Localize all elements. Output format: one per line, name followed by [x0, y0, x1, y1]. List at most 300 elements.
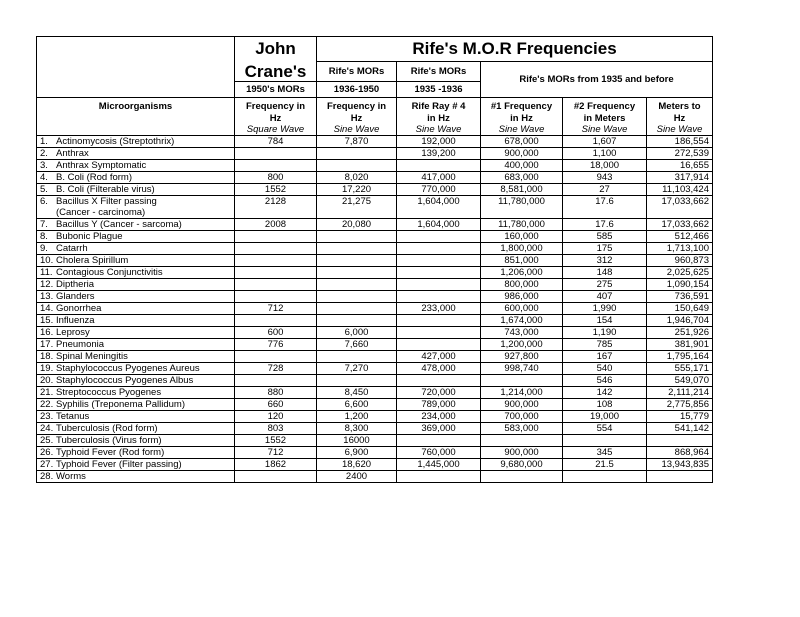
row-number: 23. — [40, 411, 54, 422]
frequency-cell: 776 — [235, 339, 317, 351]
frequency-cell: 8,300 — [317, 423, 397, 435]
column-header: Microorganisms — [37, 98, 235, 114]
table-row — [37, 327, 713, 339]
table-row — [37, 160, 713, 172]
frequency-cell — [397, 435, 481, 447]
frequency-cell: 549,070 — [647, 375, 713, 387]
column-header-wave: Sine Wave — [481, 124, 563, 136]
frequency-cell: 1,990 — [563, 303, 647, 315]
frequency-cell: 19,000 — [563, 411, 647, 423]
microorganism-name — [37, 459, 235, 471]
frequency-cell — [317, 267, 397, 279]
frequency-cell: 150,649 — [647, 303, 713, 315]
table-row — [37, 255, 713, 267]
table-row — [37, 172, 713, 184]
frequency-cell: 120 — [235, 411, 317, 423]
frequency-cell: 17,220 — [317, 184, 397, 196]
row-label: Glanders — [56, 291, 95, 302]
frequency-cell: 760,000 — [397, 447, 481, 459]
frequency-cell: 1,607 — [563, 136, 647, 148]
table-row — [37, 184, 713, 196]
microorganism-name — [37, 303, 235, 315]
frequency-cell: 784 — [235, 136, 317, 148]
microorganism-name — [37, 447, 235, 459]
frequency-cell: 381,901 — [647, 339, 713, 351]
frequency-cell: 21,275 — [317, 196, 397, 208]
table-row — [37, 136, 713, 148]
row-number: 7. — [40, 219, 48, 230]
row-label: Worms — [56, 471, 86, 482]
frequency-cell: 234,000 — [397, 411, 481, 423]
frequency-cell: 700,000 — [481, 411, 563, 423]
rife-1936-1950-heading: Rife's MORs — [317, 62, 397, 82]
frequency-cell: 272,539 — [647, 148, 713, 160]
frequency-cell: 11,103,424 — [647, 184, 713, 196]
row-number: 1. — [40, 136, 48, 147]
frequency-cell: 18,620 — [317, 459, 397, 471]
table-row — [37, 291, 713, 303]
table-row — [37, 279, 713, 291]
row-label: Influenza — [56, 315, 95, 326]
frequency-cell — [397, 279, 481, 291]
row-number: 21. — [40, 387, 54, 398]
table-row — [37, 219, 713, 231]
corner-cell — [37, 37, 235, 62]
frequency-cell: 683,000 — [481, 172, 563, 184]
row-label: Spinal Meningitis — [56, 351, 128, 362]
table-row — [37, 196, 713, 208]
frequency-cell — [397, 267, 481, 279]
column-header-wave — [37, 124, 235, 136]
frequency-cell: 167 — [563, 351, 647, 363]
frequency-cell: 540 — [563, 363, 647, 375]
row-label: Bubonic Plague — [56, 231, 123, 242]
row-label: B. Coli (Filterable virus) — [56, 184, 155, 195]
frequency-cell — [235, 255, 317, 267]
frequency-cell: 2008 — [235, 219, 317, 231]
row-label: Catarrh — [56, 243, 88, 254]
frequency-cell: 6,000 — [317, 327, 397, 339]
frequency-cell — [481, 435, 563, 447]
table-row — [37, 351, 713, 363]
frequency-cell: 660 — [235, 399, 317, 411]
frequency-cell — [235, 243, 317, 255]
row-number: 5. — [40, 184, 48, 195]
frequency-cell: 1,795,164 — [647, 351, 713, 363]
frequency-cell: 900,000 — [481, 447, 563, 459]
frequency-cell — [397, 291, 481, 303]
row-number: 3. — [40, 160, 48, 171]
column-header: #1 Frequency — [481, 98, 563, 114]
table-row — [37, 303, 713, 315]
frequency-cell: 785 — [563, 339, 647, 351]
row-label: Actinomycosis (Streptothrix) — [56, 136, 175, 147]
row-label: Typhoid Fever (Filter passing) — [56, 459, 182, 470]
row-number: 18. — [40, 351, 54, 362]
frequency-cell: 998,740 — [481, 363, 563, 375]
frequency-cell: 943 — [563, 172, 647, 184]
frequency-cell: 317,914 — [647, 172, 713, 184]
row-number: 14. — [40, 303, 54, 314]
frequency-cell — [397, 375, 481, 387]
microorganism-name — [37, 267, 235, 279]
frequency-cell: 712 — [235, 303, 317, 315]
table-row — [37, 471, 713, 483]
row-number: 16. — [40, 327, 54, 338]
frequency-cell: 800 — [235, 172, 317, 184]
frequency-cell — [397, 243, 481, 255]
microorganism-name — [37, 471, 235, 483]
frequency-cell: 678,000 — [481, 136, 563, 148]
row-number: 26. — [40, 447, 54, 458]
frequency-cell: 9,680,000 — [481, 459, 563, 471]
column-header-unit: Hz — [317, 113, 397, 124]
frequency-cell: 789,000 — [397, 399, 481, 411]
column-header-wave: Sine Wave — [563, 124, 647, 136]
frequency-cell: 800,000 — [481, 279, 563, 291]
table-row-continuation — [37, 207, 713, 219]
column-header-unit: in Meters — [563, 113, 647, 124]
frequency-cell: 7,660 — [317, 339, 397, 351]
row-label: Staphylococcus Pyogenes Albus — [56, 375, 194, 386]
table-row — [37, 447, 713, 459]
row-label: Tuberculosis (Virus form) — [56, 435, 162, 446]
frequency-cell: 986,000 — [481, 291, 563, 303]
row-label: Staphylococcus Pyogenes Aureus — [56, 363, 200, 374]
frequency-cell: 583,000 — [481, 423, 563, 435]
column-header: #2 Frequency — [563, 98, 647, 114]
frequency-cell — [235, 148, 317, 160]
microorganism-name — [37, 351, 235, 363]
column-header: Meters to — [647, 98, 713, 114]
frequency-cell: 600,000 — [481, 303, 563, 315]
frequency-cell: 251,926 — [647, 327, 713, 339]
frequency-cell: 1,190 — [563, 327, 647, 339]
frequency-cell — [481, 471, 563, 483]
frequency-cell: 585 — [563, 231, 647, 243]
frequency-cell — [317, 303, 397, 315]
rife-title: Rife's M.O.R Frequencies — [317, 37, 713, 62]
row-number: 10. — [40, 255, 54, 266]
microorganism-name — [37, 196, 235, 208]
frequency-cell: 770,000 — [397, 184, 481, 196]
frequency-cell: 927,800 — [481, 351, 563, 363]
frequency-cell: 1552 — [235, 184, 317, 196]
row-number: 17. — [40, 339, 54, 350]
frequency-cell: 186,554 — [647, 136, 713, 148]
rife-1936-1950-years: 1936-1950 — [317, 82, 397, 98]
frequency-cell: 1,946,704 — [647, 315, 713, 327]
frequency-cell: 960,873 — [647, 255, 713, 267]
frequency-cell: 2400 — [317, 471, 397, 483]
column-header: Rife Ray # 4 — [397, 98, 481, 114]
frequency-cell: 11,780,000 — [481, 219, 563, 231]
microorganism-name — [37, 327, 235, 339]
frequency-cell: 1,713,100 — [647, 243, 713, 255]
frequency-cell — [397, 471, 481, 483]
microorganism-name — [37, 411, 235, 423]
frequency-cell — [235, 375, 317, 387]
frequency-cell: 1,200,000 — [481, 339, 563, 351]
column-header-unit: in Hz — [481, 113, 563, 124]
row-label: Streptococcus Pyogenes — [56, 387, 162, 398]
frequency-cell: 8,020 — [317, 172, 397, 184]
frequency-cell — [235, 471, 317, 483]
row-number: 15. — [40, 315, 54, 326]
rife-1935-1936-years: 1935 -1936 — [397, 82, 481, 98]
frequency-cell — [317, 315, 397, 327]
frequency-cell: 175 — [563, 243, 647, 255]
frequency-cell: 1,214,000 — [481, 387, 563, 399]
microorganism-name — [37, 136, 235, 148]
row-label: Bacillus X Filter passing — [56, 196, 157, 207]
frequency-cell — [397, 327, 481, 339]
table-row — [37, 387, 713, 399]
frequency-cell: 27 — [563, 184, 647, 196]
row-label: Leprosy — [56, 327, 90, 338]
column-header-unit: Hz — [647, 113, 713, 124]
microorganism-name — [37, 243, 235, 255]
microorganism-name — [37, 279, 235, 291]
row-label: Contagious Conjunctivitis — [56, 267, 163, 278]
frequency-cell: 312 — [563, 255, 647, 267]
frequency-cell — [317, 255, 397, 267]
frequency-cell: 851,000 — [481, 255, 563, 267]
frequency-cell: 1,090,154 — [647, 279, 713, 291]
frequency-cell: 108 — [563, 399, 647, 411]
microorganism-name — [37, 435, 235, 447]
microorganism-name — [37, 172, 235, 184]
frequency-cell: 142 — [563, 387, 647, 399]
microorganism-name — [37, 255, 235, 267]
frequency-cell: 6,600 — [317, 399, 397, 411]
table-row — [37, 267, 713, 279]
column-header-unit: Hz — [235, 113, 317, 124]
microorganism-name — [37, 339, 235, 351]
row-label: Bacillus Y (Cancer - sarcoma) — [56, 219, 182, 230]
frequency-cell: 400,000 — [481, 160, 563, 172]
table-row — [37, 363, 713, 375]
column-header-wave: Sine Wave — [647, 124, 713, 136]
frequency-cell: 880 — [235, 387, 317, 399]
frequency-cell: 868,964 — [647, 447, 713, 459]
frequency-cell: 1,604,000 — [397, 196, 481, 208]
frequency-cell: 900,000 — [481, 399, 563, 411]
frequency-cell — [397, 339, 481, 351]
frequency-cell: 600 — [235, 327, 317, 339]
frequency-cell — [235, 231, 317, 243]
frequency-cell: 148 — [563, 267, 647, 279]
column-header-unit — [37, 113, 235, 124]
row-number: 13. — [40, 291, 54, 302]
frequency-cell — [317, 231, 397, 243]
frequency-cell — [563, 471, 647, 483]
row-number: 20. — [40, 375, 54, 386]
row-label: Cholera Spirillum — [56, 255, 129, 266]
frequency-cell: 427,000 — [397, 351, 481, 363]
frequency-cell: 345 — [563, 447, 647, 459]
row-label: Tetanus — [56, 411, 90, 422]
frequency-cell: 1862 — [235, 459, 317, 471]
frequency-cell: 1,100 — [563, 148, 647, 160]
table-row — [37, 411, 713, 423]
frequency-cell — [235, 279, 317, 291]
row-label: B. Coli (Rod form) — [56, 172, 133, 183]
microorganism-name — [37, 148, 235, 160]
column-header: Frequency in — [317, 98, 397, 114]
frequency-cell: 160,000 — [481, 231, 563, 243]
row-label: Gonorrhea — [56, 303, 102, 314]
row-label: Anthrax Symptomatic — [56, 160, 147, 171]
frequency-cell: 2128 — [235, 196, 317, 208]
frequency-cell — [317, 148, 397, 160]
frequency-cell: 1,800,000 — [481, 243, 563, 255]
microorganism-name — [37, 315, 235, 327]
frequency-cell: 7,870 — [317, 136, 397, 148]
frequency-cell — [397, 255, 481, 267]
frequency-cell: 736,591 — [647, 291, 713, 303]
row-number: 6. — [40, 196, 48, 207]
microorganism-name — [37, 363, 235, 375]
table-row — [37, 435, 713, 447]
row-number: 9. — [40, 243, 48, 254]
table-row — [37, 243, 713, 255]
frequency-cell: 11,780,000 — [481, 196, 563, 208]
microorganism-name — [37, 184, 235, 196]
row-number: 24. — [40, 423, 54, 434]
table-row — [37, 339, 713, 351]
frequency-cell — [317, 243, 397, 255]
frequency-cell: 15,779 — [647, 411, 713, 423]
row-number: 22. — [40, 399, 54, 410]
table-row — [37, 399, 713, 411]
frequency-cell: 369,000 — [397, 423, 481, 435]
frequency-cell: 1552 — [235, 435, 317, 447]
frequency-cell: 8,450 — [317, 387, 397, 399]
row-label: Anthrax — [56, 148, 89, 159]
rife-before-heading: Rife's MORs from 1935 and before — [481, 62, 713, 98]
row-label: Syphilis (Treponema Pallidum) — [56, 399, 186, 410]
frequency-cell: 512,466 — [647, 231, 713, 243]
microorganism-name — [37, 387, 235, 399]
frequency-cell: 8,581,000 — [481, 184, 563, 196]
column-header-wave: Sine Wave — [317, 124, 397, 136]
frequency-cell: 139,200 — [397, 148, 481, 160]
column-header-unit: in Hz — [397, 113, 481, 124]
column-header: Frequency in — [235, 98, 317, 114]
row-number: 19. — [40, 363, 54, 374]
microorganism-name — [37, 423, 235, 435]
column-header-wave: Square Wave — [235, 124, 317, 136]
frequency-cell — [397, 231, 481, 243]
frequency-cell — [235, 160, 317, 172]
frequency-cell: 407 — [563, 291, 647, 303]
microorganism-name — [37, 291, 235, 303]
frequency-cell: 541,142 — [647, 423, 713, 435]
frequency-cell: 6,900 — [317, 447, 397, 459]
frequency-cell: 233,000 — [397, 303, 481, 315]
microorganism-name — [37, 231, 235, 243]
row-label: Tuberculosis (Rod form) — [56, 423, 158, 434]
table-row — [37, 148, 713, 160]
crane-heading-2: Crane's — [235, 62, 317, 82]
frequency-cell: 20,080 — [317, 219, 397, 231]
table-row — [37, 459, 713, 471]
frequency-cell: 900,000 — [481, 148, 563, 160]
frequency-cell — [317, 351, 397, 363]
frequency-cell: 803 — [235, 423, 317, 435]
row-number: 4. — [40, 172, 48, 183]
frequency-cell: 17.6 — [563, 196, 647, 208]
table-row — [37, 231, 713, 243]
table-row — [37, 315, 713, 327]
frequency-cell: 1,200 — [317, 411, 397, 423]
frequency-cell: 16000 — [317, 435, 397, 447]
frequency-cell: 720,000 — [397, 387, 481, 399]
frequency-cell — [563, 435, 647, 447]
column-header-wave: Sine Wave — [397, 124, 481, 136]
row-label: Pneumonia — [56, 339, 105, 350]
table-row — [37, 375, 713, 387]
frequency-cell: 7,270 — [317, 363, 397, 375]
frequency-cell — [481, 375, 563, 387]
microorganism-name — [37, 375, 235, 387]
frequency-cell: 1,206,000 — [481, 267, 563, 279]
row-number: 25. — [40, 435, 54, 446]
frequency-cell — [397, 160, 481, 172]
frequency-cell: 1,604,000 — [397, 219, 481, 231]
frequency-cell: 546 — [563, 375, 647, 387]
row-number: 27. — [40, 459, 54, 470]
row-label: Typhoid Fever (Rod form) — [56, 447, 165, 458]
frequency-cell — [647, 435, 713, 447]
row-number: 2. — [40, 148, 48, 159]
frequency-cell: 728 — [235, 363, 317, 375]
frequency-cell: 417,000 — [397, 172, 481, 184]
frequency-cell: 554 — [563, 423, 647, 435]
frequency-cell — [317, 375, 397, 387]
frequency-cell: 16,655 — [647, 160, 713, 172]
frequency-cell: 555,171 — [647, 363, 713, 375]
frequency-cell: 192,000 — [397, 136, 481, 148]
frequency-cell: 1,445,000 — [397, 459, 481, 471]
frequency-cell: 17,033,662 — [647, 196, 713, 208]
rife-1935-1936-heading: Rife's MORs — [397, 62, 481, 82]
frequency-cell — [397, 315, 481, 327]
frequency-cell: 21.5 — [563, 459, 647, 471]
frequency-cell: 2,111,214 — [647, 387, 713, 399]
row-number: 28. — [40, 471, 54, 482]
frequency-cell: 154 — [563, 315, 647, 327]
row-label-continued: (Cancer - carcinoma) — [56, 207, 146, 218]
frequency-cell: 275 — [563, 279, 647, 291]
crane-subheading: 1950's MORs — [235, 82, 317, 98]
frequency-cell — [235, 315, 317, 327]
row-number: 11. — [40, 267, 53, 278]
frequency-cell: 712 — [235, 447, 317, 459]
row-number: 8. — [40, 231, 48, 242]
frequency-cell — [317, 291, 397, 303]
microorganism-name — [37, 160, 235, 172]
table-row — [37, 423, 713, 435]
microorganism-name — [37, 399, 235, 411]
frequency-cell: 2,025,625 — [647, 267, 713, 279]
frequency-cell: 1,674,000 — [481, 315, 563, 327]
crane-heading: John — [235, 37, 317, 62]
frequency-cell — [235, 351, 317, 363]
microorganism-name — [37, 219, 235, 231]
frequency-cell: 17.6 — [563, 219, 647, 231]
